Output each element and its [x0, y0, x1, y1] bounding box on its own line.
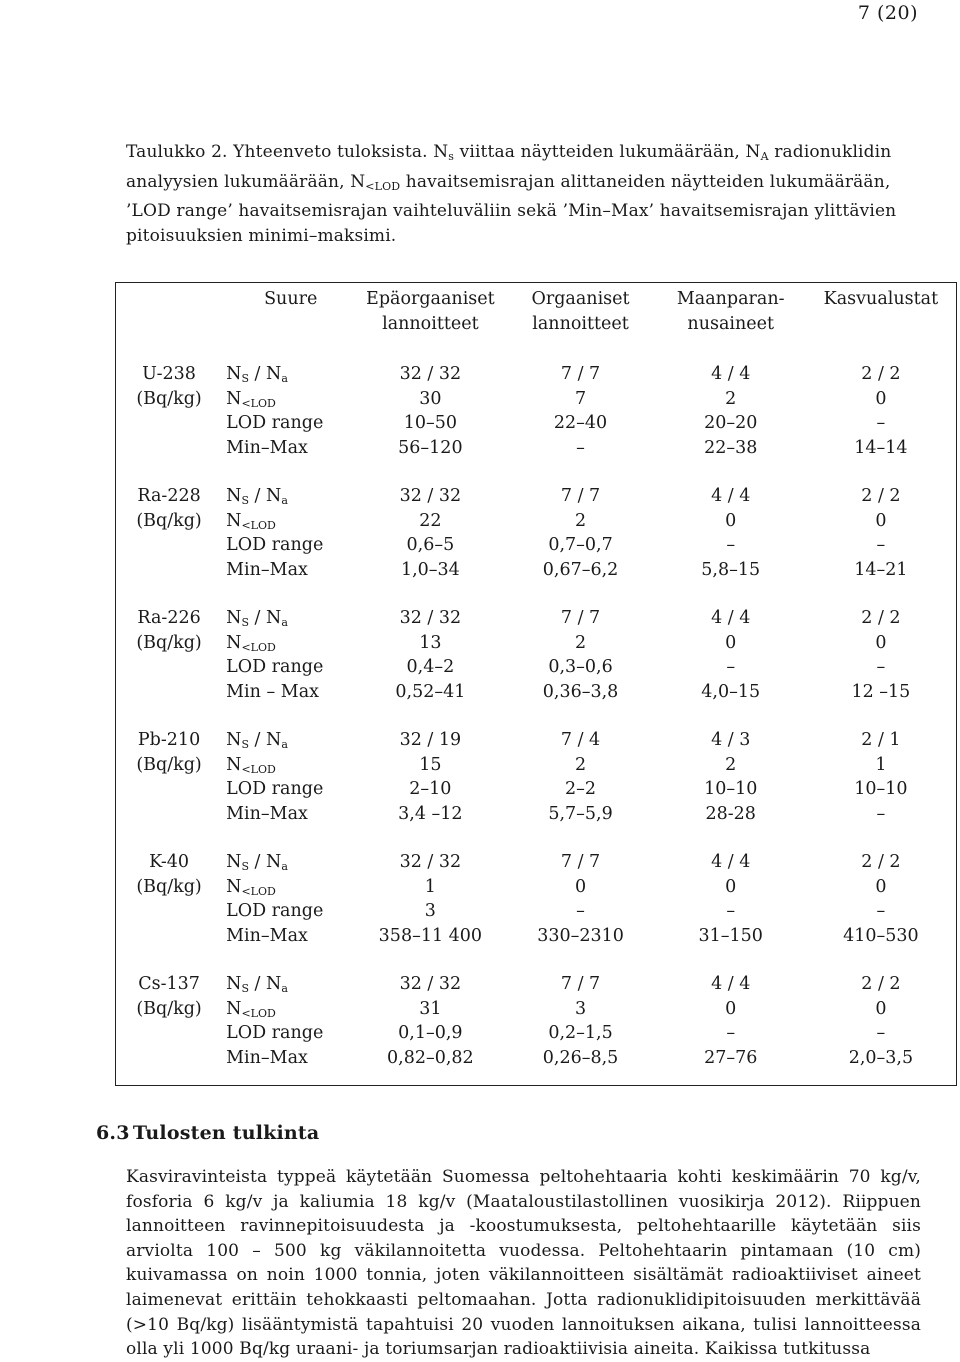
value: 2 / 2	[861, 852, 901, 872]
parameter-label: $N_S / N_a$	[226, 608, 288, 629]
caption-line: analyysien lukumäärään, $N_{<LOD}$ havaitsemisrajan alittaneiden näytteiden lukumäärään,	[126, 171, 891, 193]
subscript: S	[241, 616, 249, 629]
value: 4 / 4	[711, 608, 751, 628]
subscript: S	[241, 982, 249, 995]
parameter-label: Min–Max	[226, 1047, 308, 1068]
column-header	[505, 283, 655, 354]
parameter-label: Min–Max	[226, 437, 308, 458]
parameter-label: Min–Max	[226, 559, 308, 580]
value: 0	[875, 632, 887, 653]
table-row	[116, 963, 957, 1086]
subscript: <LOD	[365, 179, 401, 193]
value: 2–10	[409, 779, 452, 799]
value: 0,2–1,5	[548, 1023, 613, 1043]
table-row	[116, 841, 957, 963]
nuclide-name: Ra-228	[137, 486, 201, 506]
parameter-label: $N_S / N_a$	[226, 364, 288, 385]
value: 2 / 2	[861, 608, 901, 628]
value: 28-28	[705, 803, 756, 824]
value: 410–530	[843, 925, 919, 946]
value: 32 / 32	[399, 608, 462, 628]
parameter-label: LOD range	[226, 535, 324, 555]
parameter-cell	[222, 475, 355, 597]
column-header	[355, 283, 505, 354]
value-cell	[505, 719, 655, 841]
value: 0	[725, 876, 737, 897]
value: 15	[419, 754, 442, 775]
subscript: S	[241, 860, 249, 873]
value: –	[876, 803, 886, 824]
value-cell	[505, 597, 655, 719]
value: 7 / 7	[560, 852, 601, 872]
value: 7	[574, 388, 587, 409]
parameter-label: LOD range	[226, 413, 324, 433]
value: 4 / 4	[711, 364, 751, 384]
value: 4 / 4	[711, 852, 751, 872]
parameter-label: $N_{<LOD}$	[226, 632, 276, 654]
value: 0,67–6,2	[542, 559, 619, 580]
nuclide-name: Pb-210	[137, 730, 201, 750]
value-cell	[806, 719, 957, 841]
parameter-label: LOD range	[226, 779, 324, 799]
value: –	[576, 901, 585, 921]
parameter-cell	[222, 597, 355, 719]
parameter-label: LOD range	[226, 901, 324, 921]
value-cell	[806, 475, 957, 597]
value: 2–2	[565, 779, 597, 799]
subscript: <LOD	[241, 762, 276, 776]
value: 7 / 7	[560, 974, 601, 994]
section-heading	[96, 1122, 319, 1144]
value-cell	[505, 353, 655, 475]
subscript: <LOD	[241, 1006, 276, 1020]
value: –	[726, 1023, 736, 1043]
value: 2	[574, 510, 587, 531]
subscript: a	[281, 738, 288, 751]
parameter-label: $N_{<LOD}$	[226, 388, 276, 410]
parameter-label: $N_{<LOD}$	[226, 510, 276, 532]
value-cell	[656, 719, 806, 841]
nuclide-unit: (Bq/kg)	[136, 998, 202, 1019]
nuclide-cell	[116, 841, 223, 963]
value: –	[726, 901, 736, 921]
value: 330–2310	[537, 925, 624, 946]
subscript: <LOD	[241, 640, 276, 654]
value: 4,0–15	[701, 681, 761, 702]
table-header-row	[116, 283, 957, 354]
value: –	[876, 413, 886, 433]
value-cell	[656, 841, 806, 963]
nuclide-unit: (Bq/kg)	[136, 510, 202, 531]
parameter-label: $N_S / N_a$	[226, 852, 288, 873]
value-cell	[505, 963, 655, 1086]
value: 13	[419, 632, 442, 653]
value: 7 / 7	[560, 364, 601, 384]
parameter-label: Min – Max	[226, 681, 320, 702]
value: 32 / 32	[399, 486, 462, 506]
parameter-label: $N_{<LOD}$	[226, 754, 276, 776]
column-header-line: Suure	[264, 289, 318, 309]
value-cell	[806, 841, 957, 963]
column-header	[116, 283, 223, 354]
parameter-label: Min–Max	[226, 803, 308, 824]
value: 4 / 4	[711, 486, 751, 506]
value: 2 / 1	[861, 730, 901, 750]
value: 358–11 400	[378, 925, 483, 946]
nuclide-unit: (Bq/kg)	[136, 754, 202, 775]
value: 0	[875, 510, 887, 531]
subscript: S	[241, 372, 249, 385]
value: 14–14	[854, 437, 908, 458]
value-cell	[505, 841, 655, 963]
value: 0,7–0,7	[548, 535, 613, 555]
value: 2	[725, 388, 737, 409]
value-cell	[355, 475, 505, 597]
value: 32 / 32	[399, 852, 462, 872]
value: 7 / 7	[560, 486, 601, 506]
value: 0,6–5	[406, 535, 455, 555]
nuclide-name: U-238	[142, 364, 196, 384]
column-header-line: Orgaaniset	[531, 289, 630, 309]
value: 31–150	[698, 925, 763, 946]
value: 32 / 19	[399, 730, 462, 750]
subscript: a	[281, 982, 288, 995]
value: 56–120	[398, 437, 463, 458]
value: 2	[574, 754, 587, 775]
value: 1	[875, 754, 887, 775]
column-header	[806, 283, 957, 354]
value-cell	[355, 597, 505, 719]
caption-line: pitoisuuksien minimi–maksimi.	[126, 225, 397, 246]
subscript: a	[281, 372, 288, 385]
parameter-label: $N_{<LOD}$	[226, 998, 276, 1020]
value: 0,4–2	[406, 657, 455, 677]
nuclide-cell	[116, 353, 223, 475]
value: –	[876, 901, 886, 921]
parameter-label: $N_S / N_a$	[226, 974, 288, 995]
value: 5,8–15	[701, 559, 761, 580]
value-cell	[355, 719, 505, 841]
value: 14–21	[854, 559, 908, 580]
value: –	[876, 657, 886, 677]
value: 0,52–41	[395, 681, 466, 702]
value: 5,7–5,9	[548, 803, 613, 824]
value: 3,4 –12	[398, 803, 463, 824]
value: 20–20	[704, 413, 758, 433]
value: 2 / 2	[861, 364, 901, 384]
column-header	[656, 283, 806, 354]
value: –	[726, 657, 736, 677]
value: 31	[419, 998, 442, 1019]
value: 0	[875, 998, 887, 1019]
value: 1,0–34	[400, 559, 460, 580]
section-title: Tulosten tulkinta	[132, 1122, 320, 1144]
value: 2	[725, 754, 737, 775]
value: 7 / 4	[560, 730, 601, 750]
value: 0,1–0,9	[398, 1023, 463, 1043]
nuclide-unit: (Bq/kg)	[136, 632, 202, 653]
value-cell	[355, 963, 505, 1086]
value: –	[876, 535, 886, 555]
value: 10–10	[704, 779, 758, 799]
column-header	[222, 283, 355, 354]
value: 0	[725, 510, 737, 531]
value: 0	[725, 998, 737, 1019]
value: 0,26–8,5	[542, 1047, 619, 1068]
value-cell	[806, 353, 957, 475]
nuclide-name: Cs-137	[138, 974, 200, 994]
value: 4 / 4	[711, 974, 751, 994]
value: –	[726, 535, 736, 555]
value-cell	[806, 963, 957, 1086]
value-cell	[656, 597, 806, 719]
value: –	[576, 437, 585, 458]
section-number: 6.3	[96, 1122, 130, 1144]
value: 10–50	[403, 413, 458, 433]
value: 0	[875, 388, 887, 409]
value-cell	[656, 475, 806, 597]
parameter-cell	[222, 963, 355, 1086]
parameter-label: Min–Max	[226, 925, 308, 946]
value: 32 / 32	[399, 364, 462, 384]
subscript: <LOD	[241, 518, 276, 532]
value: 0	[574, 876, 587, 897]
nuclide-name: Ra-226	[137, 608, 201, 628]
value: 2,0–3,5	[848, 1047, 914, 1068]
subscript: S	[241, 738, 249, 751]
value: 0,36–3,8	[542, 681, 619, 702]
nuclide-unit: (Bq/kg)	[136, 876, 202, 897]
value: 1	[424, 876, 436, 897]
table-row	[116, 597, 957, 719]
nuclide-cell	[116, 963, 223, 1086]
value: 0,3–0,6	[548, 657, 613, 677]
value-cell	[355, 841, 505, 963]
value: 10–10	[854, 779, 908, 799]
value-cell	[505, 475, 655, 597]
nuclide-cell	[116, 719, 223, 841]
parameter-cell	[222, 841, 355, 963]
value: 22–38	[704, 437, 758, 458]
value: 12 –15	[851, 681, 911, 702]
value: 2 / 2	[861, 486, 901, 506]
parameter-label: $N_{<LOD}$	[226, 876, 276, 898]
subscript: s	[448, 150, 455, 163]
subscript: a	[281, 860, 288, 873]
page-number: 7 (20)	[857, 2, 918, 24]
value: 0,82–0,82	[387, 1047, 474, 1068]
value: 0	[725, 632, 737, 653]
subscript: A	[760, 150, 769, 163]
value: 3	[574, 998, 587, 1019]
value: 27–76	[704, 1047, 758, 1068]
nuclide-name: K-40	[149, 852, 190, 872]
table-caption	[126, 140, 921, 248]
value: 22	[419, 510, 442, 531]
column-header-line: Kasvualustat	[823, 289, 939, 309]
subscript: <LOD	[241, 884, 276, 898]
value: 32 / 32	[399, 974, 462, 994]
column-header-line: Maanparan-	[676, 289, 785, 309]
table-row	[116, 719, 957, 841]
column-header-line: lannoitteet	[382, 313, 479, 334]
value: 7 / 7	[560, 608, 601, 628]
results-table	[115, 282, 957, 1086]
value-cell	[355, 353, 505, 475]
table-row	[116, 475, 957, 597]
value: 4 / 3	[711, 730, 751, 750]
parameter-label: $N_S / N_a$	[226, 486, 288, 507]
parameter-cell	[222, 719, 355, 841]
subscript: a	[281, 494, 288, 507]
subscript: a	[281, 616, 288, 629]
value-cell	[656, 963, 806, 1086]
caption-line: Taulukko 2. Yhteenveto tuloksista. $N_s$ viittaa näytteiden lukumäärään, $N_A$ radionuklidin	[126, 142, 892, 163]
value: –	[876, 1023, 886, 1043]
parameter-label: $N_S / N_a$	[226, 730, 288, 751]
subscript: S	[241, 494, 249, 507]
column-header-line: nusaineet	[687, 313, 774, 334]
column-header-line: lannoitteet	[532, 313, 629, 334]
caption-line: ’LOD range’ havaitsemisrajan vaihteluväliin sekä ’Min–Max’ havaitsemisrajan ylittävien	[126, 201, 897, 221]
value-cell	[656, 353, 806, 475]
value: 2 / 2	[861, 974, 901, 994]
nuclide-cell	[116, 475, 223, 597]
value: 3	[424, 901, 436, 921]
value: 22–40	[553, 413, 608, 433]
column-header-line	[116, 287, 222, 312]
body-paragraph: Kasviravinteista typpeä käytetään Suomessa peltohehtaaria kohti keskimäärin 70 kg/v, fosforia 6 kg/v ja kaliumia 18 kg/v (Maataloustilastollinen vuosikirja 2012). Riippuen lannoitteen ravinnepitoisuudesta ja -koostumuksesta, peltohehtaarille käytetään siis arviolta 100 – 500 kg väkilannoitetta vuodessa. Peltohehtaarin pintamaan (10 cm) kuivamassa on noin 1000 tonnia, joten väkilannoitteen sisältämät radioaktiiviset aineet laimenevat erittäin tehokkaasti peltomaahan. Jotta radionuklidipitoisuuden merkittävää (>10 Bq/kg) lisääntymistä tapahtuisi 20 vuoden lannoituksen aikana, tulisi lannoitteessa olla yli 1000 Bq/kg uraani- ja toriumsarjan radioaktiivisia aineita. Kaikissa tutkitussa	[126, 1167, 921, 1360]
value-cell	[806, 597, 957, 719]
parameter-cell	[222, 353, 355, 475]
value: 2	[574, 632, 587, 653]
nuclide-unit: (Bq/kg)	[136, 388, 202, 409]
nuclide-cell	[116, 597, 223, 719]
value: 0	[875, 876, 887, 897]
subscript: <LOD	[241, 396, 276, 410]
value: 30	[419, 388, 442, 409]
table-row	[116, 353, 957, 475]
parameter-label: LOD range	[226, 657, 324, 677]
column-header-line: Epäorgaaniset	[366, 289, 495, 309]
parameter-label: LOD range	[226, 1023, 324, 1043]
